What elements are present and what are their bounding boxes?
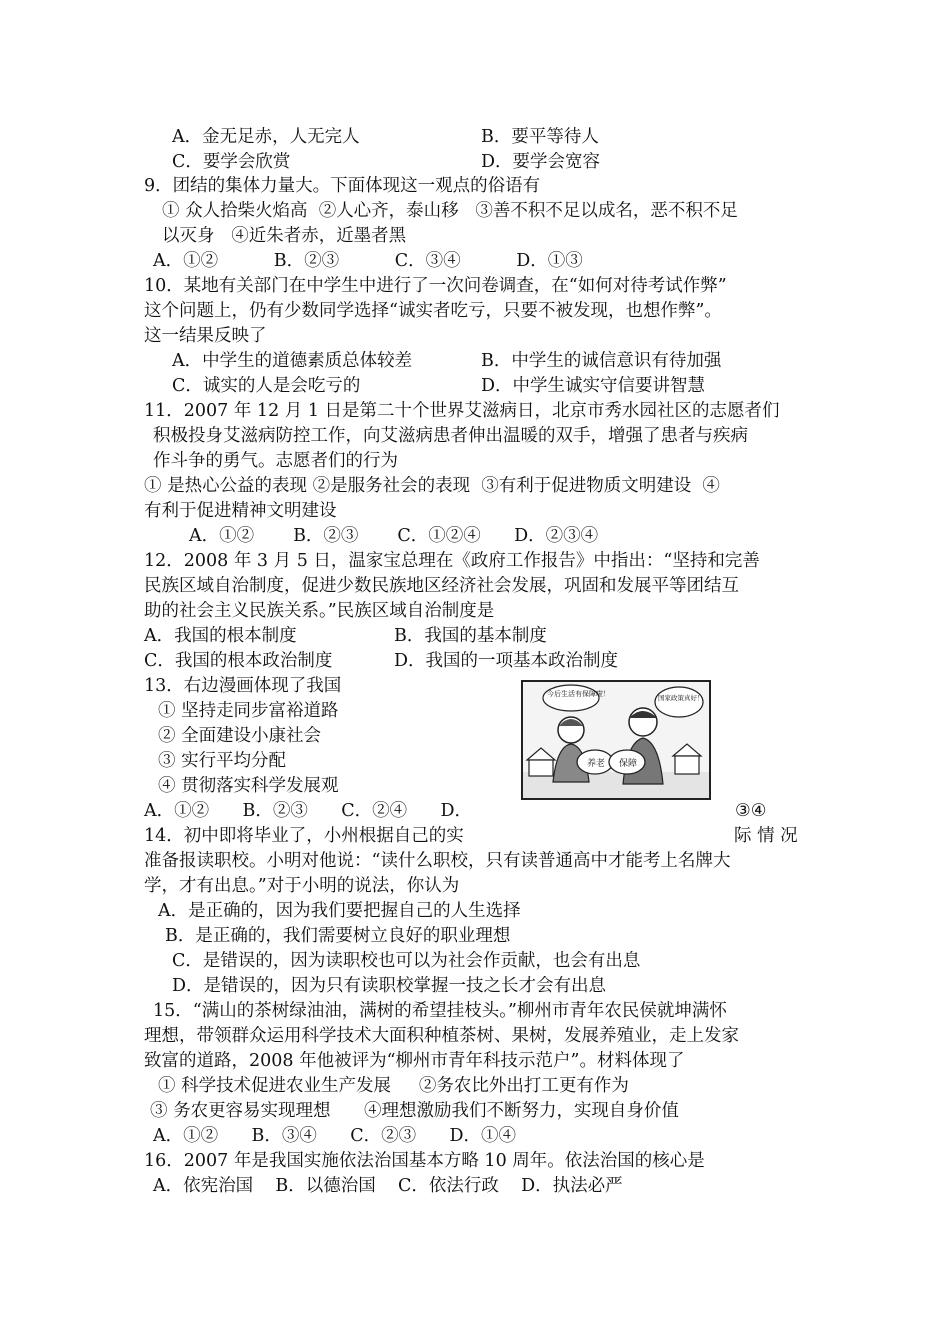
q15-stem-line3: 致富的道路，2008 年他被评为“柳州市青年科技示范户”。材料体现了 [144, 1051, 685, 1071]
q15-options: A．①② B．③④ C．②③ D．①④ [153, 1126, 517, 1146]
cartoon-sack-right: 保障 [619, 759, 638, 769]
q14-option-d: D．是错误的，因为只有读职校掌握一技之长才会有出息 [172, 976, 607, 996]
q13-stem: 13．右边漫画体现了我国 [144, 676, 342, 696]
q13-option-d-tail: ③④ [735, 801, 767, 821]
q10-option-d: D．中学生诚实守信要讲智慧 [481, 376, 706, 396]
q15-stem-line2: 理想，带领群众运用科学技术大面积种植茶树、果树，发展养殖业，走上发家 [144, 1026, 739, 1046]
q10-stem-line1: 10．某地有关部门在中学生中进行了一次问卷调查，在“如何对待考试作弊” [144, 276, 727, 296]
q14-option-a: A．是正确的，因为我们要把握自己的人生选择 [158, 901, 521, 921]
q13-options: A．①② B．②③ C．②④ D． [144, 801, 473, 821]
q8-option-d: D．要学会宽容 [481, 152, 601, 172]
cartoon-speech-right: 国家政策真好！ [658, 694, 704, 702]
q12-option-d: D．我国的一项基本政治制度 [394, 651, 619, 671]
q10-option-a: A．中学生的道德素质总体较差 [172, 351, 413, 371]
q12-option-c: C．我国的根本政治制度 [144, 651, 333, 671]
q11-stem-line3: 作斗争的勇气。志愿者们的行为 [153, 451, 398, 471]
q12-option-a: A．我国的根本制度 [144, 626, 297, 646]
q13-item-3: ③ 实行平均分配 [158, 751, 287, 771]
cartoon-speech-left: 今后生活有保障啦！ [547, 690, 610, 698]
q14-stem-line2: 准备报读职校。小明对他说：“读什么职校，只有读普通高中才能考上名牌大 [144, 851, 731, 871]
cartoon-sack-left: 养老 [587, 759, 606, 769]
q10-option-c: C．诚实的人是会吃亏的 [172, 376, 361, 396]
q8-option-b: B．要平等待人 [481, 127, 599, 147]
q16-options: A．依宪治国 B．以德治国 C．依法行政 D．执法必严 [153, 1176, 623, 1196]
q13-cartoon [521, 680, 711, 800]
q14-option-b: B．是正确的，我们需要树立良好的职业理想 [165, 926, 511, 946]
q12-stem-line3: 助的社会主义民族关系。”民族区域自治制度是 [144, 601, 495, 621]
q9-items-line2: 以灭身 ④近朱者赤，近墨者黑 [162, 226, 407, 246]
q14-stem-line1: 14．初中即将毕业了，小州根据自己的实 [144, 826, 464, 846]
q13-item-1: ① 坚持走同步富裕道路 [158, 701, 339, 721]
q8-option-a: A．金无足赤，人无完人 [172, 127, 360, 147]
q11-stem-line1: 11．2007 年 12 月 1 日是第二十个世界艾滋病日，北京市秀水园社区的志愿者们 [144, 401, 780, 421]
q13-item-4: ④ 贯彻落实科学发展观 [158, 776, 339, 796]
q9-stem: 9．团结的集体力量大。下面体现这一观点的俗语有 [144, 176, 541, 196]
q12-stem-line1: 12．2008 年 3 月 5 日，温家宝总理在《政府工作报告》中指出：“坚持和完善 [144, 551, 760, 571]
q8-option-c: C．要学会欣赏 [172, 152, 291, 172]
q15-stem-line1: 15．“满山的茶树绿油油，满树的希望挂枝头。”柳州市青年农民侯就坤满怀 [153, 1001, 727, 1021]
q10-stem-line2: 这个问题上，仍有少数同学选择“诚实者吃亏，只要不被发现，也想作弊”。 [144, 301, 722, 321]
q14-stem-line1-tail: 际 情 况 [734, 826, 798, 846]
q10-stem-line3: 这一结果反映了 [144, 326, 267, 346]
q11-options: A．①② B．②③ C．①②④ D．②③④ [189, 526, 599, 546]
q14-option-c: C．是错误的，因为读职校也可以为社会作贡献，也会有出息 [172, 951, 641, 971]
q9-items-line1: ① 众人拾柴火焰高 ②人心齐，泰山移 ③善不积不足以成名，恶不积不足 [162, 201, 738, 221]
q10-option-b: B．中学生的诚信意识有待加强 [481, 351, 722, 371]
q12-option-b: B．我国的基本制度 [394, 626, 547, 646]
q15-items-line2: ③ 务农更容易实现理想 ④理想激励我们不断努力，实现自身价值 [150, 1101, 679, 1121]
q15-items-line1: ① 科学技术促进农业生产发展 ②务农比外出打工更有作为 [158, 1076, 629, 1096]
q12-stem-line2: 民族区域自治制度，促进少数民族地区经济社会发展，巩固和发展平等团结互 [144, 576, 739, 596]
q9-options: A．①② B．②③ C．③④ D．①③ [153, 251, 583, 271]
q16-stem: 16．2007 年是我国实施依法治国基本方略 10 周年。依法治国的核心是 [144, 1151, 705, 1171]
q14-stem-line3: 学，才有出息。”对于小明的说法，你认为 [144, 876, 460, 896]
q11-stem-line2: 积极投身艾滋病防控工作，向艾滋病患者伸出温暖的双手，增强了患者与疾病 [153, 426, 748, 446]
q11-items-line2: 有利于促进精神文明建设 [144, 501, 337, 521]
q13-item-2: ② 全面建设小康社会 [158, 726, 322, 746]
q11-items-line1: ① 是热心公益的表现 ②是服务社会的表现 ③有利于促进物质文明建设 ④ [144, 476, 720, 496]
